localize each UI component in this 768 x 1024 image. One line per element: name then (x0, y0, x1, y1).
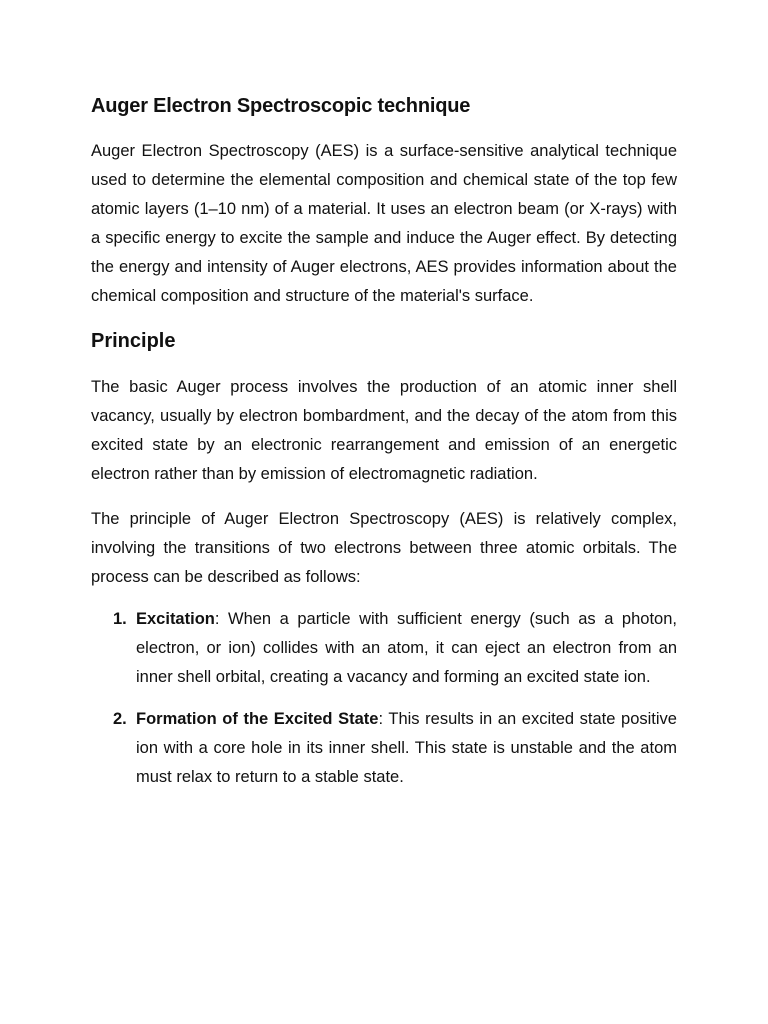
intro-paragraph: Auger Electron Spectroscopy (AES) is a surface-sensitive analytical technique used to determine the elemental composition and chemical state of the top few atomic layers (1–10 nm) of a material. It uses an electron beam (or X-rays) with a specific energy to excite the sample and induce the Auger effect. By detecting the energy and intensity of Auger electrons, AES provides information about the chemical composition and structure of the material's surface. (91, 142, 677, 305)
step-term: Formation of the Excited State (136, 710, 379, 728)
step-term: Excitation (136, 610, 215, 628)
step-separator: : (378, 710, 384, 728)
document-page (91, 92, 677, 792)
process-steps-list (91, 605, 677, 792)
document-title: Auger Electron Spectroscopic technique (91, 95, 471, 117)
process-step-excited-state (91, 705, 677, 792)
process-step-excitation (91, 605, 677, 692)
principle-paragraph-2: The principle of Auger Electron Spectroscopy (AES) is relatively complex, involving the transitions of two electrons between three atomic orbitals. The process can be described as follows: (91, 510, 677, 586)
step-text: When a particle with sufficient energy (such as a photon, electron, or ion) collides with an atom, it can eject an electron from an inner shell orbital, creating a vacancy and forming an excited state ion. (136, 610, 677, 686)
principle-heading: Principle (91, 330, 176, 352)
step-separator: : (214, 610, 220, 628)
step-number: 2. (113, 710, 127, 728)
principle-paragraph-1: The basic Auger process involves the production of an atomic inner shell vacancy, usually by electron bombardment, and the decay of the atom from this excited state by an electronic rearrangement and emission of an energetic electron rather than by emission of electromagnetic radiation. (91, 378, 677, 483)
step-text: This results in an excited state positive ion with a core hole in its inner shell. This state is unstable and the atom must relax to return to a stable state. (136, 710, 677, 786)
step-number: 1. (113, 610, 127, 628)
